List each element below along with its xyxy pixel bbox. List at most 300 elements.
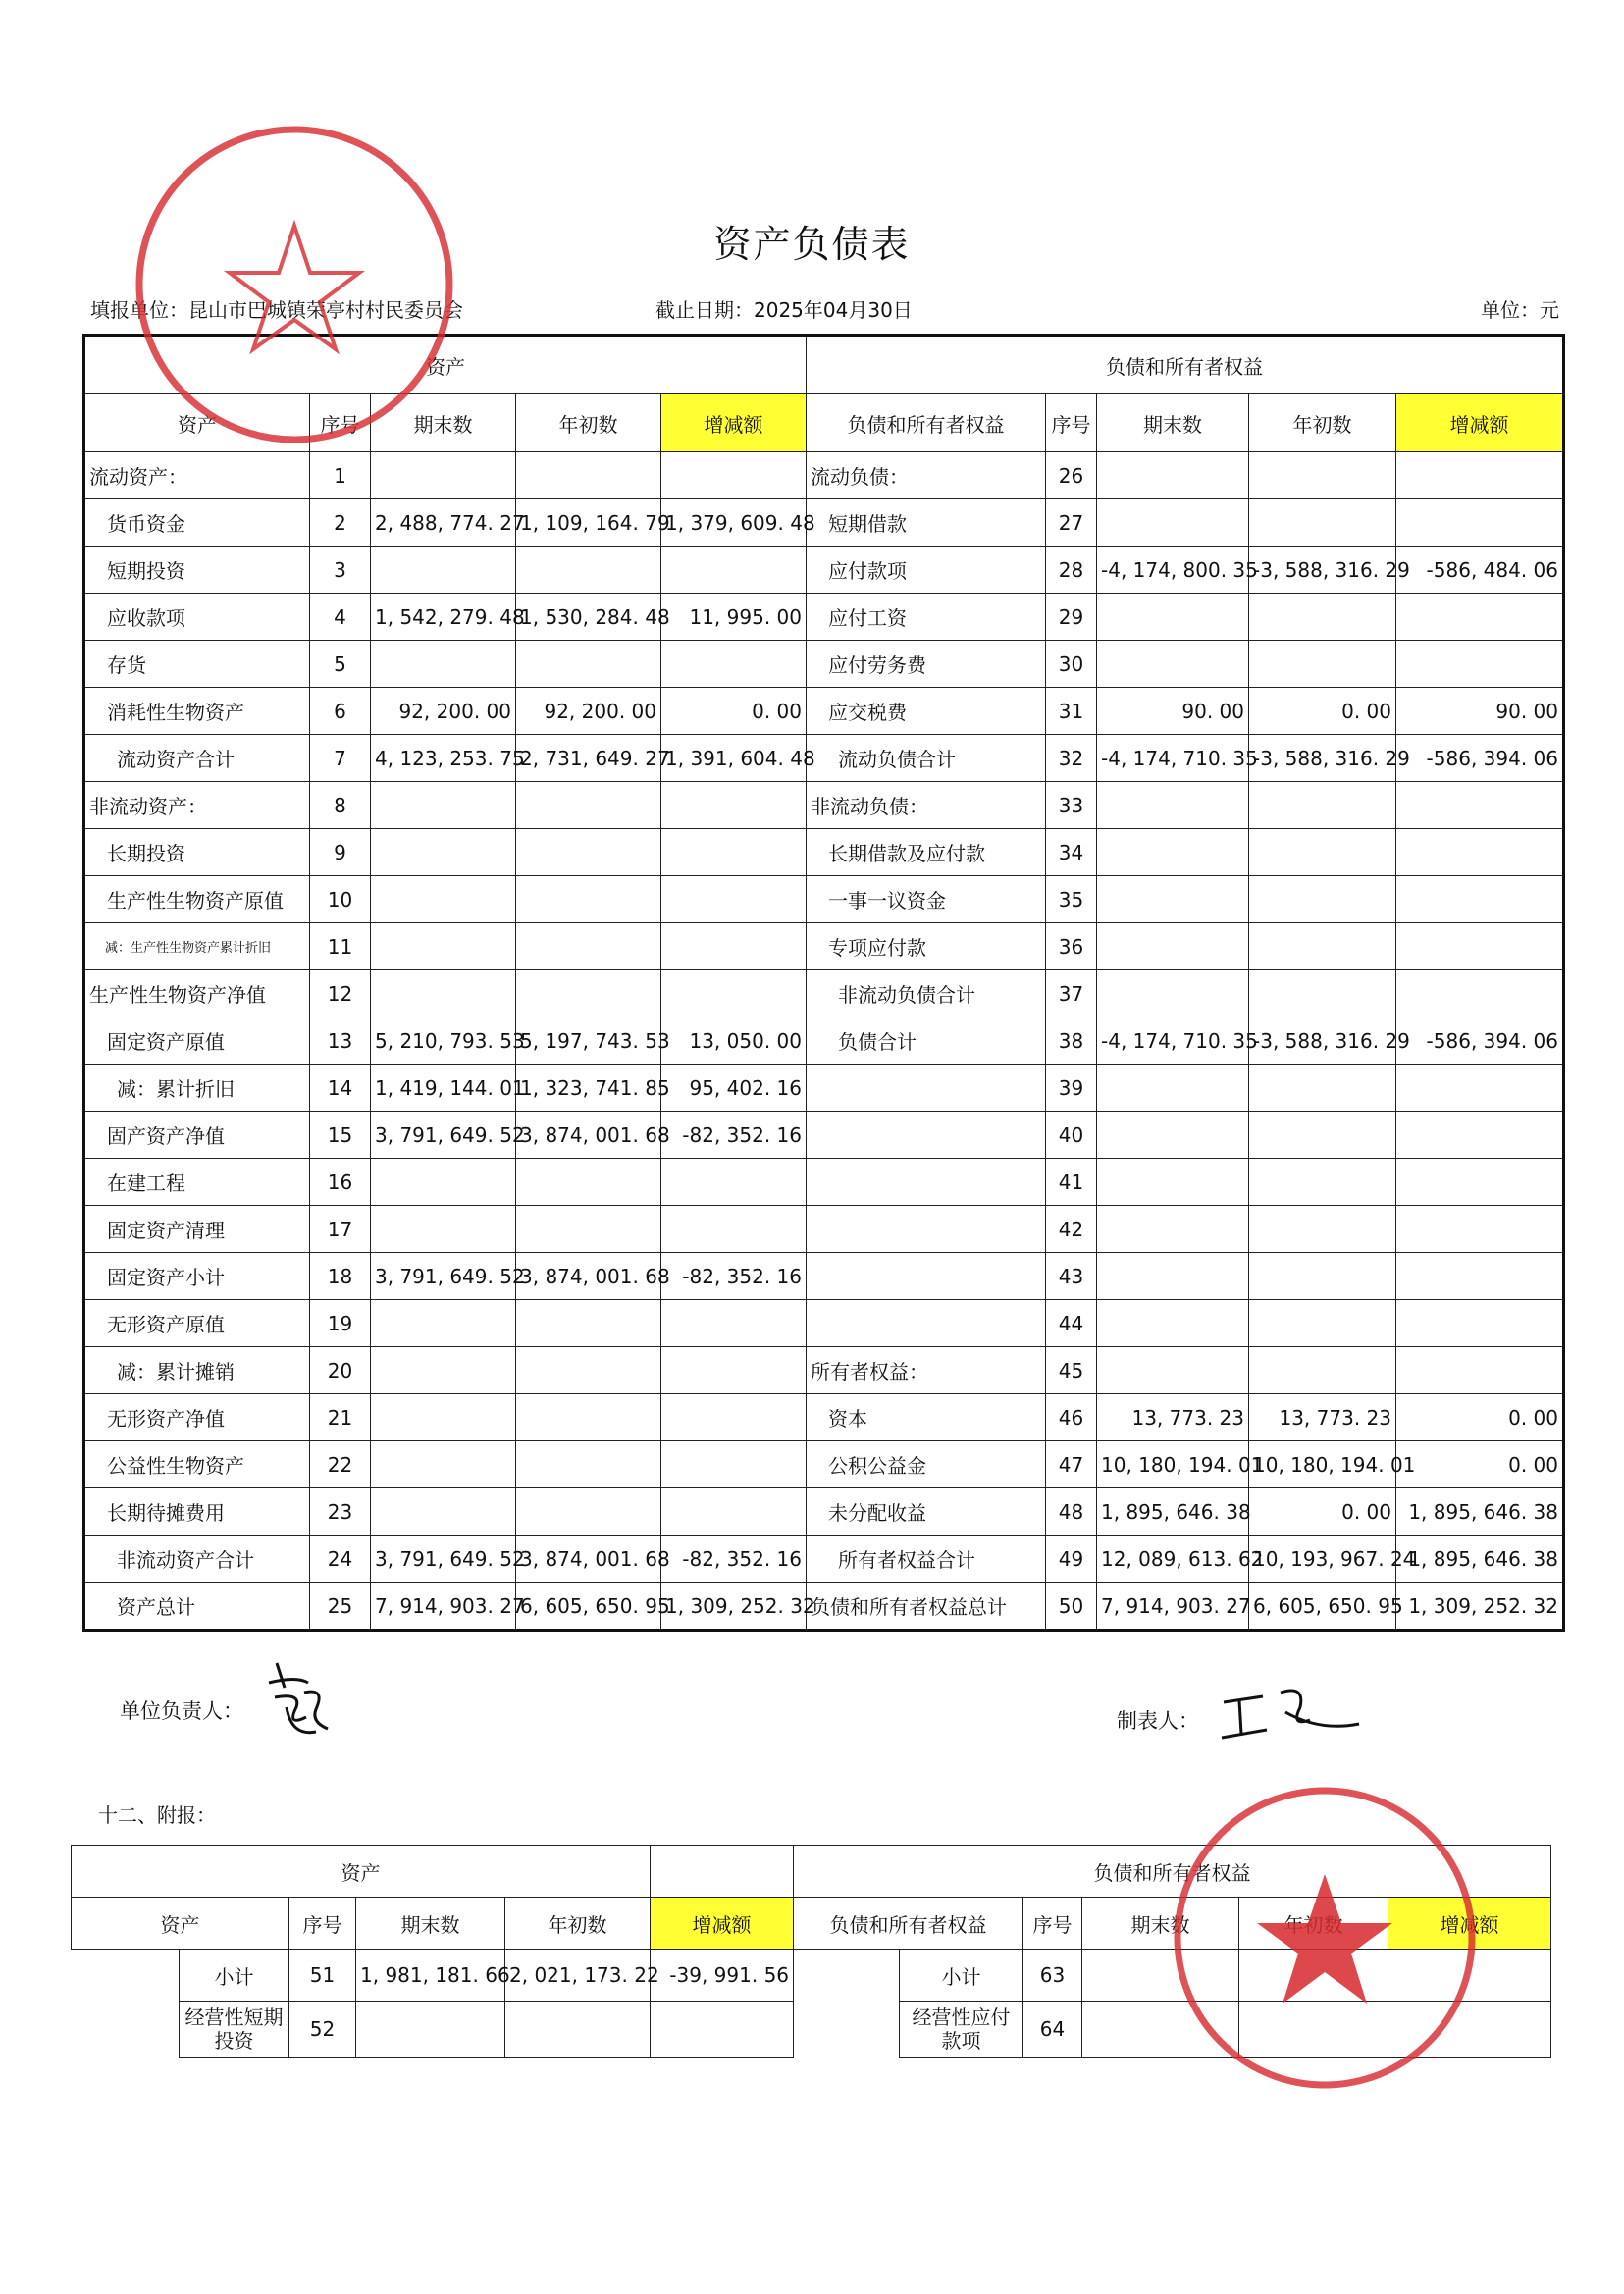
asset-end <box>371 1488 516 1536</box>
supp-liab-name: 经营性应付款项 <box>900 2002 1023 2058</box>
asset-seq: 25 <box>310 1583 371 1631</box>
asset-seq: 21 <box>310 1394 371 1441</box>
asset-seq: 15 <box>310 1112 371 1159</box>
liab-name <box>807 1206 1046 1253</box>
col-change: 增减额 <box>661 394 807 452</box>
asset-name: 减：生产性生物资产累计折旧 <box>84 923 310 970</box>
asset-name: 长期待摊费用 <box>84 1488 310 1536</box>
asset-change: 95, 402. 16 <box>661 1065 807 1112</box>
asset-end: 1, 542, 279. 48 <box>371 594 516 641</box>
table-row <box>84 1347 1564 1394</box>
liab-change <box>1396 1300 1564 1347</box>
asset-begin <box>516 876 661 923</box>
col-liab: 负债和所有者权益 <box>807 394 1046 452</box>
asset-name: 生产性生物资产净值 <box>84 970 310 1017</box>
asset-change: 13, 050. 00 <box>661 1017 807 1065</box>
village-committee-seal <box>128 118 461 451</box>
asset-end <box>371 1394 516 1441</box>
asset-end <box>371 1441 516 1488</box>
asset-name: 固定资产清理 <box>84 1206 310 1253</box>
liab-name: 非流动负债： <box>807 782 1046 829</box>
supp-col-change: 增减额 <box>1388 1898 1551 1950</box>
asset-change <box>661 1300 807 1347</box>
asset-end <box>371 1159 516 1206</box>
liab-end <box>1097 1300 1249 1347</box>
liab-begin <box>1249 923 1396 970</box>
asset-seq: 22 <box>310 1441 371 1488</box>
liab-change <box>1396 782 1564 829</box>
col-end: 期末数 <box>371 394 516 452</box>
asset-begin: 92, 200. 00 <box>516 688 661 735</box>
liab-seq: 44 <box>1046 1300 1097 1347</box>
table-row <box>84 547 1564 594</box>
asset-end: 92, 200. 00 <box>371 688 516 735</box>
liab-begin <box>1249 1300 1396 1347</box>
liab-end <box>1097 594 1249 641</box>
liab-seq: 41 <box>1046 1159 1097 1206</box>
asset-name: 长期投资 <box>84 829 310 876</box>
asset-end <box>371 547 516 594</box>
asset-begin <box>516 1347 661 1394</box>
asset-change: 1, 309, 252. 32 <box>661 1583 807 1631</box>
asset-begin: 3, 874, 001. 68 <box>516 1536 661 1583</box>
table-row <box>84 876 1564 923</box>
liab-seq: 37 <box>1046 970 1097 1017</box>
liab-change: 0. 00 <box>1396 1441 1564 1488</box>
liab-name: 长期借款及应付款 <box>807 829 1046 876</box>
liab-begin <box>1249 1065 1396 1112</box>
liab-begin <box>1249 782 1396 829</box>
liab-end: 12, 089, 613. 62 <box>1097 1536 1249 1583</box>
asset-end: 4, 123, 253. 75 <box>371 735 516 782</box>
asset-begin: 3, 874, 001. 68 <box>516 1253 661 1300</box>
table-row <box>84 1065 1564 1112</box>
currency-unit: 单位：元 <box>1481 298 1559 322</box>
liab-end <box>1097 499 1249 547</box>
liab-name: 专项应付款 <box>807 923 1046 970</box>
asset-change <box>661 970 807 1017</box>
asset-begin <box>516 452 661 499</box>
liab-name: 非流动负债合计 <box>807 970 1046 1017</box>
liab-seq: 46 <box>1046 1394 1097 1441</box>
liab-change <box>1396 1206 1564 1253</box>
asset-begin <box>516 782 661 829</box>
table-row <box>84 1017 1564 1065</box>
liab-change: 0. 00 <box>1396 1394 1564 1441</box>
supp-col-seq: 序号 <box>1023 1898 1082 1950</box>
liab-begin <box>1249 641 1396 688</box>
asset-change <box>661 547 807 594</box>
asset-change: -82, 352. 16 <box>661 1536 807 1583</box>
liab-change <box>1396 452 1564 499</box>
asset-end <box>371 452 516 499</box>
col-begin: 年初数 <box>1249 394 1396 452</box>
liab-seq: 27 <box>1046 499 1097 547</box>
table-row <box>84 1394 1564 1441</box>
liab-change <box>1396 1065 1564 1112</box>
liab-begin <box>1249 1159 1396 1206</box>
liab-name: 负债和所有者权益总计 <box>807 1583 1046 1631</box>
liab-change <box>1396 641 1564 688</box>
asset-seq: 6 <box>310 688 371 735</box>
asset-begin <box>516 829 661 876</box>
asset-change <box>661 1488 807 1536</box>
supp-liab-seq: 63 <box>1023 1950 1082 2002</box>
table-row <box>84 1112 1564 1159</box>
liab-name: 一事一议资金 <box>807 876 1046 923</box>
asset-end: 1, 419, 144. 01 <box>371 1065 516 1112</box>
liab-begin <box>1249 594 1396 641</box>
asset-change <box>661 1206 807 1253</box>
supp-col-end: 期末数 <box>1082 1898 1239 1950</box>
asset-seq: 17 <box>310 1206 371 1253</box>
liab-begin: 10, 193, 967. 24 <box>1249 1536 1396 1583</box>
asset-name: 非流动资产合计 <box>84 1536 310 1583</box>
asset-begin: 1, 530, 284. 48 <box>516 594 661 641</box>
liab-name <box>807 1112 1046 1159</box>
asset-end <box>371 923 516 970</box>
supp-liab-name: 小计 <box>900 1950 1023 2002</box>
asset-name: 减：累计折旧 <box>84 1065 310 1112</box>
asset-name: 在建工程 <box>84 1159 310 1206</box>
asset-change <box>661 782 807 829</box>
table-row <box>84 1583 1564 1631</box>
page-title: 资产负债表 <box>713 223 911 266</box>
asset-name: 短期投资 <box>84 547 310 594</box>
asset-change: 1, 379, 609. 48 <box>661 499 807 547</box>
liab-end <box>1097 876 1249 923</box>
liab-seq: 35 <box>1046 876 1097 923</box>
asset-change: 0. 00 <box>661 688 807 735</box>
supervision-committee-seal <box>1163 1776 1487 2100</box>
liab-end <box>1097 1347 1249 1394</box>
table-row <box>84 1300 1564 1347</box>
asset-begin <box>516 1394 661 1441</box>
liab-end <box>1097 1112 1249 1159</box>
liab-change <box>1396 499 1564 547</box>
liab-group-header: 负债和所有者权益 <box>807 336 1564 394</box>
liab-seq: 49 <box>1046 1536 1097 1583</box>
asset-begin <box>516 1300 661 1347</box>
asset-begin <box>516 547 661 594</box>
asset-begin <box>516 923 661 970</box>
supp-asset-change: -39, 991. 56 <box>651 1950 794 2002</box>
liab-name: 所有者权益： <box>807 1347 1046 1394</box>
asset-seq: 16 <box>310 1159 371 1206</box>
asset-change <box>661 829 807 876</box>
reporting-unit: 填报单位：昆山市巴城镇荣亭村村民委员会 <box>90 298 463 322</box>
asset-begin <box>516 970 661 1017</box>
liab-seq: 42 <box>1046 1206 1097 1253</box>
table-row <box>84 970 1564 1017</box>
liab-change: 90. 00 <box>1396 688 1564 735</box>
liab-seq: 45 <box>1046 1347 1097 1394</box>
asset-seq: 3 <box>310 547 371 594</box>
asset-begin <box>516 1206 661 1253</box>
asset-change <box>661 1441 807 1488</box>
asset-name: 非流动资产： <box>84 782 310 829</box>
liab-name <box>807 1300 1046 1347</box>
liab-name: 应付劳务费 <box>807 641 1046 688</box>
cutoff-date: 截止日期：2025年04月30日 <box>655 298 913 322</box>
liab-name: 应付工资 <box>807 594 1046 641</box>
asset-begin: 6, 605, 650. 95 <box>516 1583 661 1631</box>
asset-name: 无形资产原值 <box>84 1300 310 1347</box>
liab-end <box>1097 923 1249 970</box>
liab-seq: 38 <box>1046 1017 1097 1065</box>
liab-name <box>807 1253 1046 1300</box>
liab-name: 负债合计 <box>807 1017 1046 1065</box>
liab-name <box>807 1159 1046 1206</box>
asset-begin <box>516 1441 661 1488</box>
asset-seq: 5 <box>310 641 371 688</box>
asset-name: 消耗性生物资产 <box>84 688 310 735</box>
asset-name: 应收款项 <box>84 594 310 641</box>
col-seq: 序号 <box>1046 394 1097 452</box>
asset-change <box>661 641 807 688</box>
supp-liab-seq: 64 <box>1023 2002 1082 2058</box>
asset-end <box>371 829 516 876</box>
liab-begin: 6, 605, 650. 95 <box>1249 1583 1396 1631</box>
table-row <box>84 1206 1564 1253</box>
liab-seq: 43 <box>1046 1253 1097 1300</box>
asset-seq: 2 <box>310 499 371 547</box>
maker-label: 制表人： <box>1117 1709 1199 1733</box>
supp-col-change: 增减额 <box>651 1898 794 1950</box>
liab-change <box>1396 970 1564 1017</box>
liab-name: 流动负债合计 <box>807 735 1046 782</box>
liab-name: 所有者权益合计 <box>807 1536 1046 1583</box>
liab-name: 未分配收益 <box>807 1488 1046 1536</box>
liab-seq: 31 <box>1046 688 1097 735</box>
asset-seq: 19 <box>310 1300 371 1347</box>
table-row <box>84 1159 1564 1206</box>
asset-change <box>661 1394 807 1441</box>
liab-end <box>1097 1065 1249 1112</box>
asset-name: 固定资产小计 <box>84 1253 310 1300</box>
liab-change: 1, 895, 646. 38 <box>1396 1536 1564 1583</box>
asset-change <box>661 923 807 970</box>
asset-seq: 13 <box>310 1017 371 1065</box>
asset-seq: 7 <box>310 735 371 782</box>
supp-col-liab: 负债和所有者权益 <box>794 1898 1023 1950</box>
asset-change: -82, 352. 16 <box>661 1112 807 1159</box>
supp-asset-name: 小计 <box>180 1950 289 2002</box>
asset-end <box>371 970 516 1017</box>
liab-name: 资本 <box>807 1394 1046 1441</box>
liab-seq: 47 <box>1046 1441 1097 1488</box>
supp-liab-group: 负债和所有者权益 <box>794 1846 1551 1898</box>
table-row <box>84 499 1564 547</box>
liab-end <box>1097 452 1249 499</box>
liab-name <box>807 1065 1046 1112</box>
asset-begin: 1, 323, 741. 85 <box>516 1065 661 1112</box>
asset-end: 2, 488, 774. 27 <box>371 499 516 547</box>
asset-end: 3, 791, 649. 52 <box>371 1536 516 1583</box>
liab-begin: -3, 588, 316. 29 <box>1249 735 1396 782</box>
liab-name: 应付款项 <box>807 547 1046 594</box>
liab-begin: -3, 588, 316. 29 <box>1249 1017 1396 1065</box>
table-row <box>84 1488 1564 1536</box>
liab-change <box>1396 923 1564 970</box>
asset-begin: 1, 109, 164. 79 <box>516 499 661 547</box>
liab-end: 7, 914, 903. 27 <box>1097 1583 1249 1631</box>
liab-begin: 10, 180, 194. 01 <box>1249 1441 1396 1488</box>
asset-begin <box>516 641 661 688</box>
liab-begin: 13, 773. 23 <box>1249 1394 1396 1441</box>
asset-end: 3, 791, 649. 52 <box>371 1112 516 1159</box>
table-row <box>84 735 1564 782</box>
liab-end <box>1097 829 1249 876</box>
liab-change: 1, 309, 252. 32 <box>1396 1583 1564 1631</box>
asset-seq: 23 <box>310 1488 371 1536</box>
liab-begin: -3, 588, 316. 29 <box>1249 547 1396 594</box>
table-row <box>84 829 1564 876</box>
asset-seq: 9 <box>310 829 371 876</box>
asset-seq: 8 <box>310 782 371 829</box>
asset-seq: 1 <box>310 452 371 499</box>
asset-name: 生产性生物资产原值 <box>84 876 310 923</box>
asset-end <box>371 782 516 829</box>
liab-seq: 39 <box>1046 1065 1097 1112</box>
liab-end: -4, 174, 710. 35 <box>1097 735 1249 782</box>
liab-end: -4, 174, 800. 35 <box>1097 547 1249 594</box>
asset-end <box>371 1347 516 1394</box>
head-signature <box>257 1648 336 1747</box>
liab-change: 1, 895, 646. 38 <box>1396 1488 1564 1536</box>
asset-change: -82, 352. 16 <box>661 1253 807 1300</box>
liab-seq: 26 <box>1046 452 1097 499</box>
asset-change <box>661 452 807 499</box>
asset-seq: 12 <box>310 970 371 1017</box>
liab-end: 13, 773. 23 <box>1097 1394 1249 1441</box>
table-row <box>84 1536 1564 1583</box>
liab-begin <box>1249 1112 1396 1159</box>
asset-change: 11, 995. 00 <box>661 594 807 641</box>
col-end: 期末数 <box>1097 394 1249 452</box>
asset-end: 7, 914, 903. 27 <box>371 1583 516 1631</box>
assets-group-header: 资产 <box>84 336 807 394</box>
asset-end: 5, 210, 793. 53 <box>371 1017 516 1065</box>
supp-assets-group: 资产 <box>72 1846 651 1898</box>
asset-name: 固产资产净值 <box>84 1112 310 1159</box>
liab-name: 短期借款 <box>807 499 1046 547</box>
liab-name: 公积公益金 <box>807 1441 1046 1488</box>
table-row <box>84 688 1564 735</box>
asset-seq: 20 <box>310 1347 371 1394</box>
asset-seq: 10 <box>310 876 371 923</box>
asset-name: 无形资产净值 <box>84 1394 310 1441</box>
liab-end <box>1097 1159 1249 1206</box>
liab-end <box>1097 1206 1249 1253</box>
liab-change <box>1396 1112 1564 1159</box>
liab-name: 流动负债： <box>807 452 1046 499</box>
asset-name: 流动资产合计 <box>84 735 310 782</box>
liab-name: 应交税费 <box>807 688 1046 735</box>
liab-change <box>1396 1347 1564 1394</box>
asset-seq: 14 <box>310 1065 371 1112</box>
asset-seq: 11 <box>310 923 371 970</box>
liab-end: 90. 00 <box>1097 688 1249 735</box>
liab-begin <box>1249 452 1396 499</box>
liab-end <box>1097 782 1249 829</box>
liab-seq: 36 <box>1046 923 1097 970</box>
col-begin: 年初数 <box>516 394 661 452</box>
liab-begin <box>1249 1206 1396 1253</box>
table-row <box>84 594 1564 641</box>
table-row <box>84 641 1564 688</box>
table-row <box>84 1253 1564 1300</box>
asset-begin: 2, 731, 649. 27 <box>516 735 661 782</box>
liab-begin: 0. 00 <box>1249 1488 1396 1536</box>
liab-begin <box>1249 970 1396 1017</box>
asset-name: 公益性生物资产 <box>84 1441 310 1488</box>
liab-change <box>1396 876 1564 923</box>
asset-seq: 18 <box>310 1253 371 1300</box>
liab-seq: 28 <box>1046 547 1097 594</box>
asset-end: 3, 791, 649. 52 <box>371 1253 516 1300</box>
asset-name: 减：累计摊销 <box>84 1347 310 1394</box>
maker-signature <box>1212 1673 1369 1751</box>
liab-change <box>1396 1159 1564 1206</box>
supp-asset-end: 1, 981, 181. 66 <box>356 1950 505 2002</box>
liab-begin <box>1249 499 1396 547</box>
liab-end: -4, 174, 710. 35 <box>1097 1017 1249 1065</box>
liab-end: 10, 180, 194. 01 <box>1097 1441 1249 1488</box>
liab-seq: 50 <box>1046 1583 1097 1631</box>
asset-name: 流动资产： <box>84 452 310 499</box>
liab-change: -586, 394. 06 <box>1396 1017 1564 1065</box>
liab-end <box>1097 641 1249 688</box>
supp-asset-begin: 2, 021, 173. 22 <box>505 1950 651 2002</box>
supp-col-asset: 资产 <box>72 1898 289 1950</box>
liab-seq: 30 <box>1046 641 1097 688</box>
col-seq: 序号 <box>310 394 371 452</box>
liab-end <box>1097 970 1249 1017</box>
liab-seq: 29 <box>1046 594 1097 641</box>
liab-change <box>1396 594 1564 641</box>
liab-begin <box>1249 1347 1396 1394</box>
table-row <box>84 1441 1564 1488</box>
liab-end: 1, 895, 646. 38 <box>1097 1488 1249 1536</box>
asset-name: 固定资产原值 <box>84 1017 310 1065</box>
liab-begin: 0. 00 <box>1249 688 1396 735</box>
liab-change <box>1396 829 1564 876</box>
liab-seq: 48 <box>1046 1488 1097 1536</box>
liab-seq: 32 <box>1046 735 1097 782</box>
supp-asset-seq: 52 <box>289 2002 356 2058</box>
liab-seq: 33 <box>1046 782 1097 829</box>
asset-change <box>661 876 807 923</box>
asset-begin: 3, 874, 001. 68 <box>516 1112 661 1159</box>
supp-asset-name: 经营性短期投资 <box>180 2002 289 2058</box>
asset-end <box>371 876 516 923</box>
supp-col-seq: 序号 <box>289 1898 356 1950</box>
liab-begin <box>1249 876 1396 923</box>
asset-name: 存货 <box>84 641 310 688</box>
supp-col-begin: 年初数 <box>505 1898 651 1950</box>
asset-change <box>661 1159 807 1206</box>
table-row <box>84 452 1564 499</box>
asset-end <box>371 1206 516 1253</box>
unit-head-label: 单位负责人： <box>120 1699 243 1723</box>
balance-sheet-table <box>82 334 1565 1632</box>
liab-begin <box>1249 1253 1396 1300</box>
asset-end <box>371 1300 516 1347</box>
asset-begin: 5, 197, 743. 53 <box>516 1017 661 1065</box>
supp-asset-seq: 51 <box>289 1950 356 2002</box>
table-row <box>84 923 1564 970</box>
